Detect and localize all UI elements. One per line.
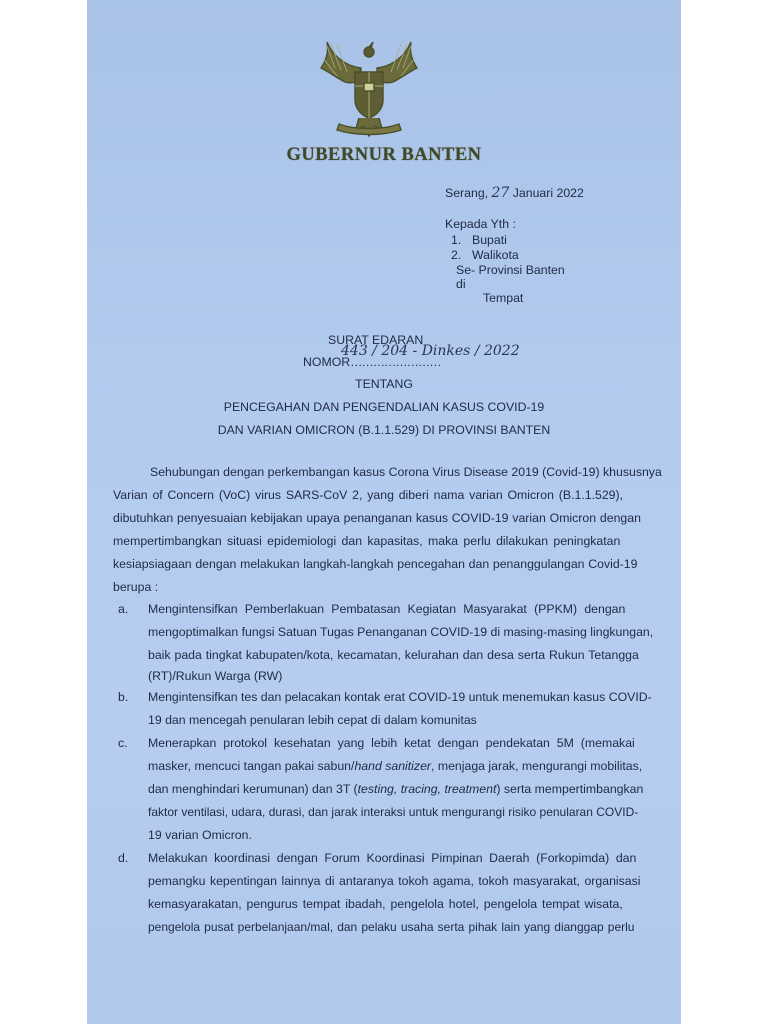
intro-line: dibutuhkan penyesuaian kebijakan upaya penanganan kasus COVID-19 varian Omicron dengan bbox=[113, 511, 641, 525]
recipient-di: di bbox=[456, 277, 466, 291]
item-line: kemasyarakatan, pengurus tempat ibadah, pengelola hotel, pengelola tempat wisata, bbox=[148, 897, 623, 911]
date-day-handwritten: 27 bbox=[491, 185, 510, 201]
item-line: 19 dan mencegah penularan lebih cepat di dalam komunitas bbox=[148, 713, 477, 727]
intro-line: Varian of Concern (VoC) virus SARS-CoV 2, yang diberi nama varian Omicron (B.1.1.529), bbox=[113, 488, 624, 502]
item-line: (RT)/Rukun Warga (RW) bbox=[148, 669, 283, 683]
letter-subject-line2: DAN VARIAN OMICRON (B.1.1.529) DI PROVINSI BANTEN bbox=[217, 423, 551, 437]
item-line: Melakukan koordinasi dengan Forum Koordinasi Pimpinan Daerah (Forkopimda) dan bbox=[148, 851, 637, 865]
item-line: baik pada tingkat kabupaten/kota, kecamatan, kelurahan dan desa serta Rukun Tetangga bbox=[148, 648, 639, 662]
garuda-emblem-icon bbox=[315, 38, 423, 142]
item-line: Menerapkan protokol kesehatan yang lebih ketat dengan pendekatan 5M (memakai bbox=[148, 736, 635, 750]
number-handwritten: 443 / 204 - Dinkes / 2022 bbox=[341, 343, 520, 359]
item-line: 19 varian Omicron. bbox=[148, 828, 252, 842]
recipient-region: Se- Provinsi Banten bbox=[456, 263, 565, 277]
item-label: d. bbox=[118, 851, 129, 865]
item-line: mengoptimalkan fungsi Satuan Tugas Penanganan COVID-19 di masing-masing lingkungan, bbox=[148, 625, 654, 639]
letter-about: TENTANG bbox=[355, 377, 413, 391]
item-line: Mengintensifkan tes dan pelacakan kontak erat COVID-19 untuk menemukan kasus COVID- bbox=[148, 690, 652, 704]
number-label: NOMOR bbox=[303, 355, 351, 369]
letter-type: SURAT EDARAN bbox=[328, 333, 424, 347]
date-place: Serang, bbox=[445, 186, 489, 200]
recipient-walikota: Walikota bbox=[472, 248, 519, 262]
letter-subject-line1: PENCEGAHAN DAN PENGENDALIAN KASUS COVID-19 bbox=[223, 400, 545, 414]
recipient-place: Tempat bbox=[483, 291, 524, 305]
number-dots: …………………… bbox=[350, 355, 441, 369]
recipient-item-number: 2. bbox=[451, 248, 462, 262]
letter-page bbox=[87, 0, 681, 1024]
item-line: faktor ventilasi, udara, durasi, dan jarak interaksi untuk mengurangi risiko penularan COVID- bbox=[148, 805, 639, 819]
item-line: dan menghindari kerumunan) dan 3T (testing, tracing, treatment) serta mempertimbangkan bbox=[148, 782, 644, 796]
letter-date bbox=[445, 185, 584, 201]
intro-line: Sehubungan dengan perkembangan kasus Corona Virus Disease 2019 (Covid-19) khususnya bbox=[150, 465, 662, 479]
recipient-bupati: Bupati bbox=[472, 233, 507, 247]
item-line: pemangku kepentingan lainnya di antaranya tokoh agama, tokoh masyarakat, organisasi bbox=[148, 874, 641, 888]
recipient-heading: Kepada Yth : bbox=[445, 217, 516, 231]
item-label: c. bbox=[118, 736, 128, 750]
intro-line: berupa : bbox=[113, 580, 159, 594]
item-label: b. bbox=[118, 690, 129, 704]
item-label: a. bbox=[118, 602, 129, 616]
item-line: Mengintensifkan Pemberlakuan Pembatasan Kegiatan Masyarakat (PPKM) dengan bbox=[148, 602, 626, 616]
intro-line: kesiapsiagaan dengan melakukan langkah-langkah pencegahan dan penanggulangan Covid-19 bbox=[113, 557, 638, 571]
item-line: masker, mencuci tangan pakai sabun/hand sanitizer, menjaga jarak, mengurangi mobilitas, bbox=[148, 759, 643, 773]
intro-line: mempertimbangkan situasi epidemiologi dan kapasitas, maka perlu dilakukan peningkatan bbox=[113, 534, 621, 548]
date-month-year: Januari 2022 bbox=[512, 186, 584, 200]
recipient-item-number: 1. bbox=[451, 233, 462, 247]
item-line: pengelola pusat perbelanjaan/mal, dan pelaku usaha serta pihak lain yang dianggap perlu bbox=[148, 920, 635, 934]
page-title: GUBERNUR BANTEN bbox=[286, 145, 482, 165]
